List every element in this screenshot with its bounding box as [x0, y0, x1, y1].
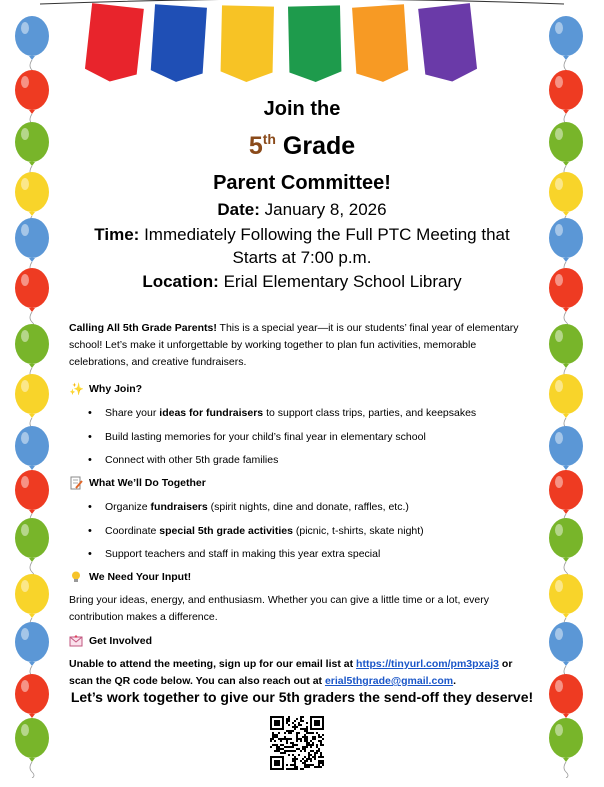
envelope-icon: [69, 634, 83, 648]
balloon-icon: [548, 622, 584, 682]
time-label: Time:: [94, 225, 140, 244]
intro-text: This is a special year—it is our students’ final year of elementary school! Let’s make it unforgettable by working together to plan fun activities, memorable celebrations, and creative fundraisers.: [69, 322, 519, 368]
input-paragraph: Bring your ideas, energy, and enthusiasm. Whether you can give a little time or a lot, every contribution makes a difference.: [69, 594, 490, 623]
balloon-icon: [548, 16, 584, 76]
involved-heading: [69, 634, 152, 648]
bunting-flag: [84, 3, 144, 84]
closing-line: Let’s work together to give our 5th graders the send-off they deserve!: [70, 689, 534, 705]
input-heading: [69, 570, 191, 584]
title-grade: [0, 131, 604, 161]
list-item-text: to support class trips, parties, and keepsakes: [263, 407, 477, 419]
bunting-rope: [40, 0, 564, 4]
involved-paragraph: [69, 656, 537, 690]
sparkles-icon: ✨: [69, 382, 84, 396]
input-title: We Need Your Input!: [89, 571, 192, 583]
involved-text-2: or scan the QR code below. You can also reach out at: [69, 658, 513, 687]
email-link[interactable]: erial5thgrade@gmail.com: [324, 675, 454, 687]
list-item: [88, 524, 424, 548]
bunting-flag: [418, 3, 478, 84]
balloon-icon: [14, 16, 50, 76]
lightbulb-icon: [69, 570, 83, 584]
bunting-flag: [220, 5, 274, 82]
time-value-2: Starts at 7:00 p.m.: [232, 248, 372, 267]
what-we-do-heading: [69, 476, 206, 490]
balloon-icon: [548, 718, 584, 778]
location-line: [80, 270, 524, 293]
title-committee: Parent Committee!: [213, 172, 391, 194]
why-join-heading: [69, 382, 142, 396]
intro-lead: Calling All 5th Grade Parents!: [69, 322, 217, 334]
list-item: [88, 453, 476, 477]
list-item-text: Coordinate: [105, 524, 160, 537]
what-we-do-title: What We’ll Do Together: [89, 477, 206, 489]
balloon-icon: [14, 268, 50, 328]
balloon-icon: [548, 374, 584, 434]
location-label: Location:: [142, 272, 219, 291]
involved-text-1: Unable to attend the meeting, sign up for our email list at: [69, 658, 357, 670]
list-item-text: (spirit nights, dine and donate, raffles, etc.): [207, 501, 409, 513]
qr-code[interactable]: [270, 716, 324, 770]
time-line: [80, 223, 524, 269]
list-item-text: Build lasting memories for your child’s final year in elementary school: [105, 430, 426, 443]
title-join: Join the: [263, 98, 341, 120]
date-line: [80, 198, 524, 221]
balloon-icon: [548, 268, 584, 328]
time-value-1: Immediately Following the Full PTC Meeting that: [144, 225, 510, 244]
list-item: [88, 500, 424, 524]
balloon-icon: [14, 374, 50, 434]
list-item: [88, 547, 424, 571]
location-value: Erial Elementary School Library: [223, 272, 462, 291]
what-we-do-list: [88, 500, 424, 571]
list-item-text: Share your: [105, 407, 160, 419]
date-value: January 8, 2026: [264, 200, 387, 219]
list-item-text: Organize: [105, 501, 151, 513]
list-item-text: Support teachers and staff in making this year extra special: [105, 548, 381, 560]
bunting-banner: [0, 0, 604, 90]
why-join-title: Why Join?: [89, 383, 143, 395]
intro-paragraph: [69, 320, 537, 371]
list-item-text: Connect with other 5th grade families: [105, 454, 279, 466]
balloon-icon: [14, 622, 50, 682]
balloon-icon: [14, 518, 50, 578]
list-item-bold: ideas for fundraisers: [159, 407, 264, 419]
bunting-flag: [150, 4, 207, 83]
list-item-text: (picnic, t-shirts, skate night): [292, 524, 424, 537]
date-label: Date:: [217, 200, 260, 219]
grade-suffix: th: [262, 131, 276, 147]
grade-number: 5: [248, 132, 263, 160]
involved-title: Get Involved: [89, 635, 153, 647]
memo-icon: [69, 476, 83, 490]
bunting-flag: [352, 4, 409, 83]
bunting-flag: [288, 5, 342, 82]
list-item-bold: special 5th grade activities: [159, 524, 293, 537]
involved-text-3: .: [453, 675, 456, 687]
list-item: [88, 430, 476, 454]
list-item: [88, 406, 476, 430]
grade-word: Grade: [282, 132, 356, 160]
balloon-icon: [14, 718, 50, 778]
signup-link[interactable]: https://tinyurl.com/pm3pxaj3: [356, 658, 499, 670]
why-join-list: [88, 406, 476, 477]
list-item-bold: fundraisers: [150, 501, 208, 513]
balloon-icon: [548, 518, 584, 578]
